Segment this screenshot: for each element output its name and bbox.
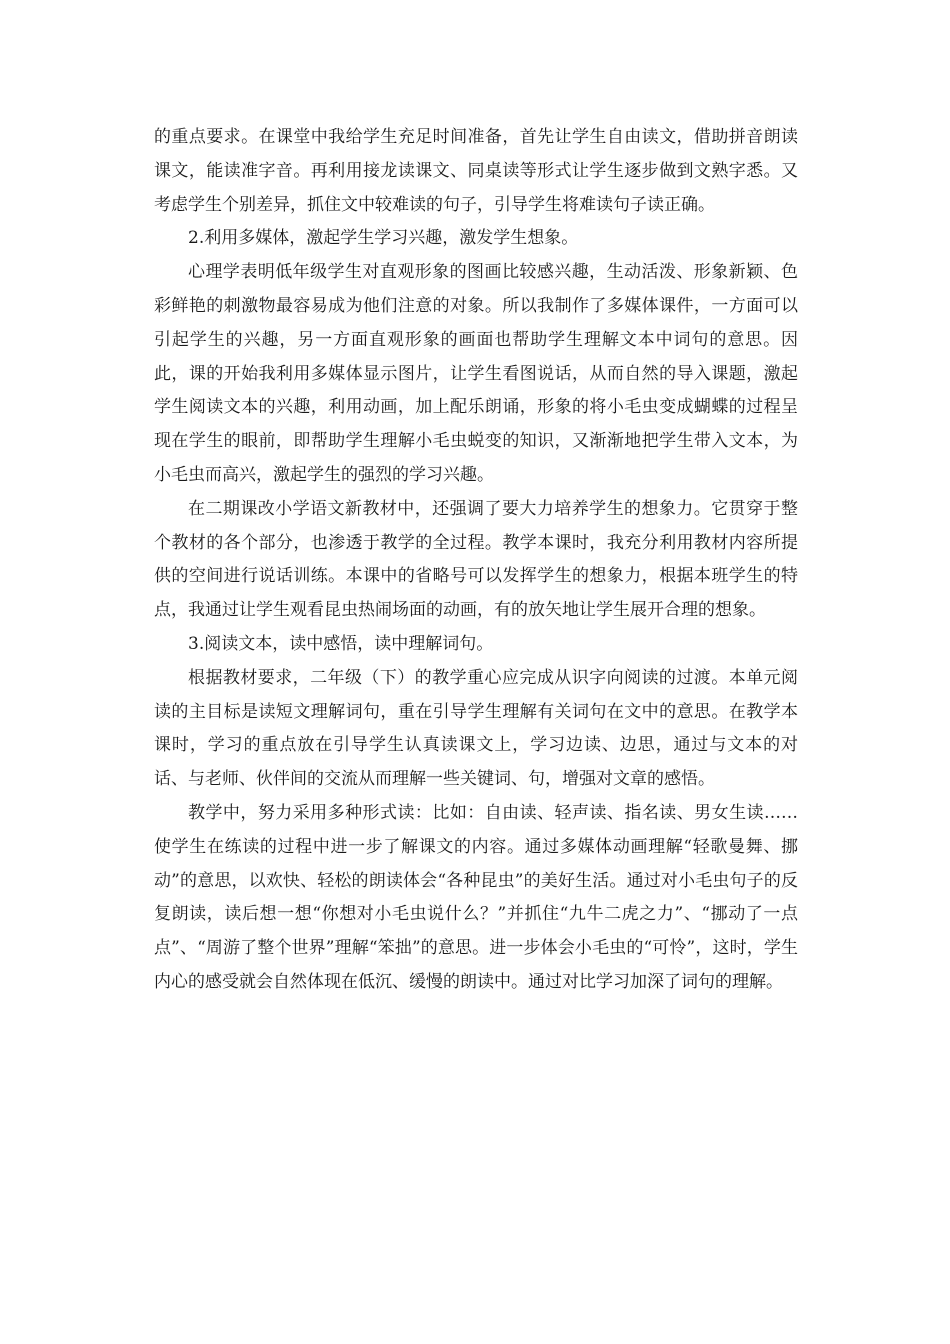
paragraph-6: 根据教材要求，二年级（下）的教学重心应完成从识字向阅读的过渡。本单元阅读的主目标是读短文理解词句，重在引导学生理解有关词句在文中的意思。在教学本课时，学习的重点放在引导学生认真读课文上，学习边读、边思，通过与文本的对话、与老师、伙伴间的交流从而理解一些关键词、句，增强对文章的感悟。 — [154, 667, 798, 790]
document-body — [154, 121, 798, 1000]
paragraph-7: 教学中，努力采用多种形式读：比如：自由读、轻声读、指名读、男女生读……使学生在练读的过程中进一步了解课文的内容。通过多媒体动画理解“轻歌曼舞、挪动”的意思，以欢快、轻松的朗读体会“各种昆虫”的美好生活。通过对小毛虫句子的反复朗读，读后想一想“你想对小毛虫说什么？”并抓住“九牛二虎之力”、“挪动了一点点”、“周游了整个世界”理解“笨拙”的意思。进一步体会小毛虫的“可怜”，这时，学生内心的感受就会自然体现在低沉、缓慢的朗读中。通过对比学习加深了词句的理解。 — [154, 802, 798, 992]
paragraph-1: 的重点要求。在课堂中我给学生充足时间准备，首先让学生自由读文，借助拼音朗读课文，能读准字音。再利用接龙读课文、同桌读等形式让学生逐步做到文熟字悉。又考虑学生个别差异，抓住文中较难读的句子，引导学生将难读句子读正确。 — [154, 127, 798, 215]
paragraph-3: 心理学表明低年级学生对直观形象的图画比较感兴趣，生动活泼、形象新颖、色彩鲜艳的刺激物最容易成为他们注意的对象。所以我制作了多媒体课件，一方面可以引起学生的兴趣，另一方面直观形象的画面也帮助学生理解文本中词句的意思。因此，课的开始我利用多媒体显示图片，让学生看图说话，从而自然的导入课题，激起学生阅读文本的兴趣，利用动画，加上配乐朗诵，形象的将小毛虫变成蝴蝶的过程呈现在学生的眼前，即帮助学生理解小毛虫蜕变的知识，又渐渐地把学生带入文本，为小毛虫而高兴，激起学生的强烈的学习兴趣。 — [154, 262, 798, 485]
heading-3-reading: 3.阅读文本，读中感悟，读中理解词句。 — [188, 633, 494, 654]
paragraph-4: 在二期课改小学语文新教材中，还强调了要大力培养学生的想象力。它贯穿于整个教材的各个部分，也渗透于教学的全过程。教学本课时，我充分利用教材内容所提供的空间进行说话训练。本课中的省略号可以发挥学生的想象力，根据本班学生的特点，我通过让学生观看昆虫热闹场面的动画，有的放矢地让学生展开合理的想象。 — [154, 498, 798, 621]
heading-2-multimedia: 2.利用多媒体，激起学生学习兴趣，激发学生想象。 — [188, 228, 579, 249]
